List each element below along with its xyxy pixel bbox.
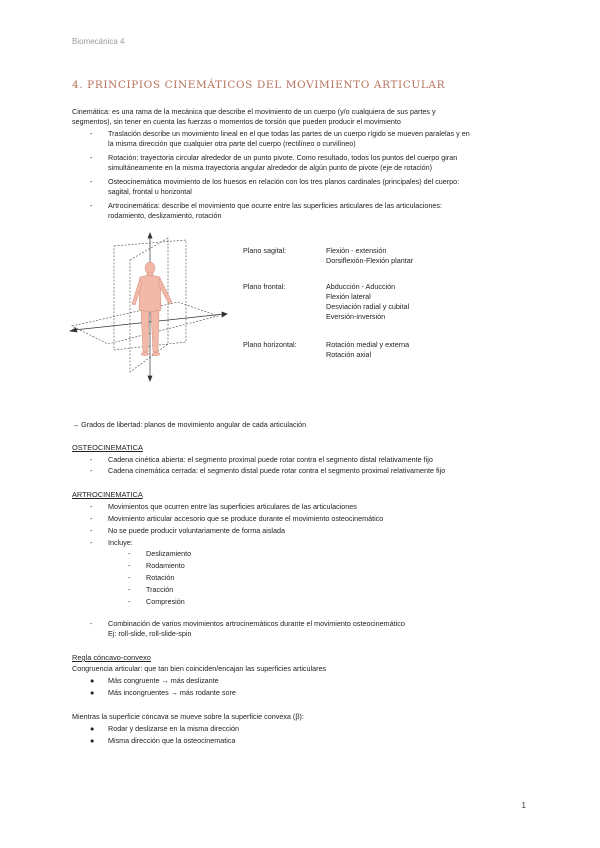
includes-item: Deslizamiento (146, 549, 192, 558)
list-dash: - (90, 129, 93, 138)
plane-label-horizontal: Plano horizontal: (243, 340, 297, 349)
list-item: Traslación describe un movimiento lineal en el que todas las partes de un cuerpo rígido se mueven paralelas y en la misma dirección que cualquier otra parte del cuerpo (rectilíneo o curvilíneo) (108, 129, 470, 148)
bullet-dot: ● (90, 736, 95, 745)
sub-dash: - (128, 561, 131, 570)
list-dash: - (90, 502, 93, 511)
sub-dash: - (128, 573, 131, 582)
list-dash: - (90, 538, 93, 547)
artro-item: Incluye: (108, 538, 133, 547)
plane-values-sagittal: Flexión - extensión Dorsiflexión-Flexión plantar (326, 246, 414, 265)
list-dash: - (90, 466, 93, 475)
concave-bullet: Rodar y deslizarse en la misma dirección (108, 724, 240, 733)
rule-bullet: Más congruente → más deslizante (108, 676, 219, 685)
sub-dash: - (128, 597, 131, 606)
list-dash: - (90, 619, 93, 628)
intro-line-1: Cinemática: es una rama de la mecánica que describe el movimiento de un cuerpo (y/o cualquiera de sus partes y (72, 107, 436, 116)
bullet-dot: ● (90, 688, 95, 697)
artro-heading: ARTROCINEMATICA (72, 490, 143, 499)
intro-line-2: segmentos), sin tener en cuenta las fuerzas o momentos de torsión que pueden producir el movimiento (72, 117, 401, 126)
list-item: Rotación: trayectoria circular alrededor de un punto pivote. Como resultado, todos los puntos del cuerpo giran simultáneamente en la misma trayectoria angular alrededor de algún punto de pivote (eje de rotación) (108, 153, 458, 172)
list-dash: - (90, 514, 93, 523)
artro-combo: Combinación de varios movimientos artrocinemáticos durante el movimiento osteocinemático Ej: roll-slide, roll-slide-spin (108, 619, 405, 638)
list-dash: - (90, 201, 93, 210)
concave-text: Mientras la superficie cóncava se mueve sobre la superficie convexa (β): (72, 712, 304, 721)
section-title: 4. PRINCIPIOS CINEMÁTICOS DEL MOVIMIENTO ARTICULAR (72, 79, 446, 91)
list-item: Artrocinemática: describe el movimiento que ocurre entre las superficies articulares de las articulaciones: rodamiento, deslizamiento, rotación (108, 201, 442, 220)
bullet-dot: ● (90, 676, 95, 685)
page-header: Biomecánica 4 (72, 37, 125, 46)
plane-values-horizontal: Rotación medial y externa Rotación axial (326, 340, 410, 359)
includes-item: Compresión (146, 597, 185, 606)
bullet-dot: ● (90, 724, 95, 733)
sub-dash: - (128, 585, 131, 594)
osteo-item: Cadena cinemática cerrada: el segmento distal puede rotar contra el segmento proximal relativamente fijo (108, 466, 446, 475)
rule-bullet: Más incongruentes → más rodante sore (108, 688, 236, 697)
includes-item: Tracción (146, 585, 174, 594)
list-dash: - (90, 177, 93, 186)
list-dash: - (90, 153, 93, 162)
anatomical-planes-figure (68, 232, 228, 384)
artro-item: No se puede producir voluntariamente de forma aislada (108, 526, 285, 535)
artro-item: Movimientos que ocurren entre las superficies articulares de las articulaciones (108, 502, 357, 511)
includes-item: Rotación (146, 573, 175, 582)
congruence-text: Congruencia articular: que tan bien coinciden/encajan las superficies articulares (72, 664, 327, 673)
list-item: Osteocinemática movimiento de los huesos en relación con los tres planos cardinales (principales) del cuerpo: sagital, frontal u horizontal (108, 177, 460, 196)
concave-bullet: Misma dirección que la osteocinematica (108, 736, 236, 745)
plane-label-frontal: Plano frontal: (243, 282, 286, 291)
plane-values-frontal: Abducción - Aducción Flexión lateral Desviación radial y cubital Eversión-inversión (326, 282, 410, 321)
rule-heading: Regla cóncavo-convexo (72, 653, 151, 662)
sub-dash: - (128, 549, 131, 558)
includes-item: Rodamiento (146, 561, 185, 570)
osteo-heading: OSTEOCINEMATICA (72, 443, 143, 452)
list-dash: - (90, 455, 93, 464)
list-dash: - (90, 526, 93, 535)
plane-label-sagittal: Plano sagital: (243, 246, 287, 255)
artro-item: Movimiento articular accesorio que se produce durante el movimiento osteocinemático (108, 514, 384, 523)
human-body (132, 262, 172, 356)
osteo-item: Cadena cinética abierta: el segmento proximal puede rotar contra el segmento distal relativamente fijo (108, 455, 433, 464)
page-number: 1 (521, 801, 526, 810)
degrees-of-freedom: → Grados de libertad: planos de movimiento angular de cada articulación (72, 420, 307, 429)
